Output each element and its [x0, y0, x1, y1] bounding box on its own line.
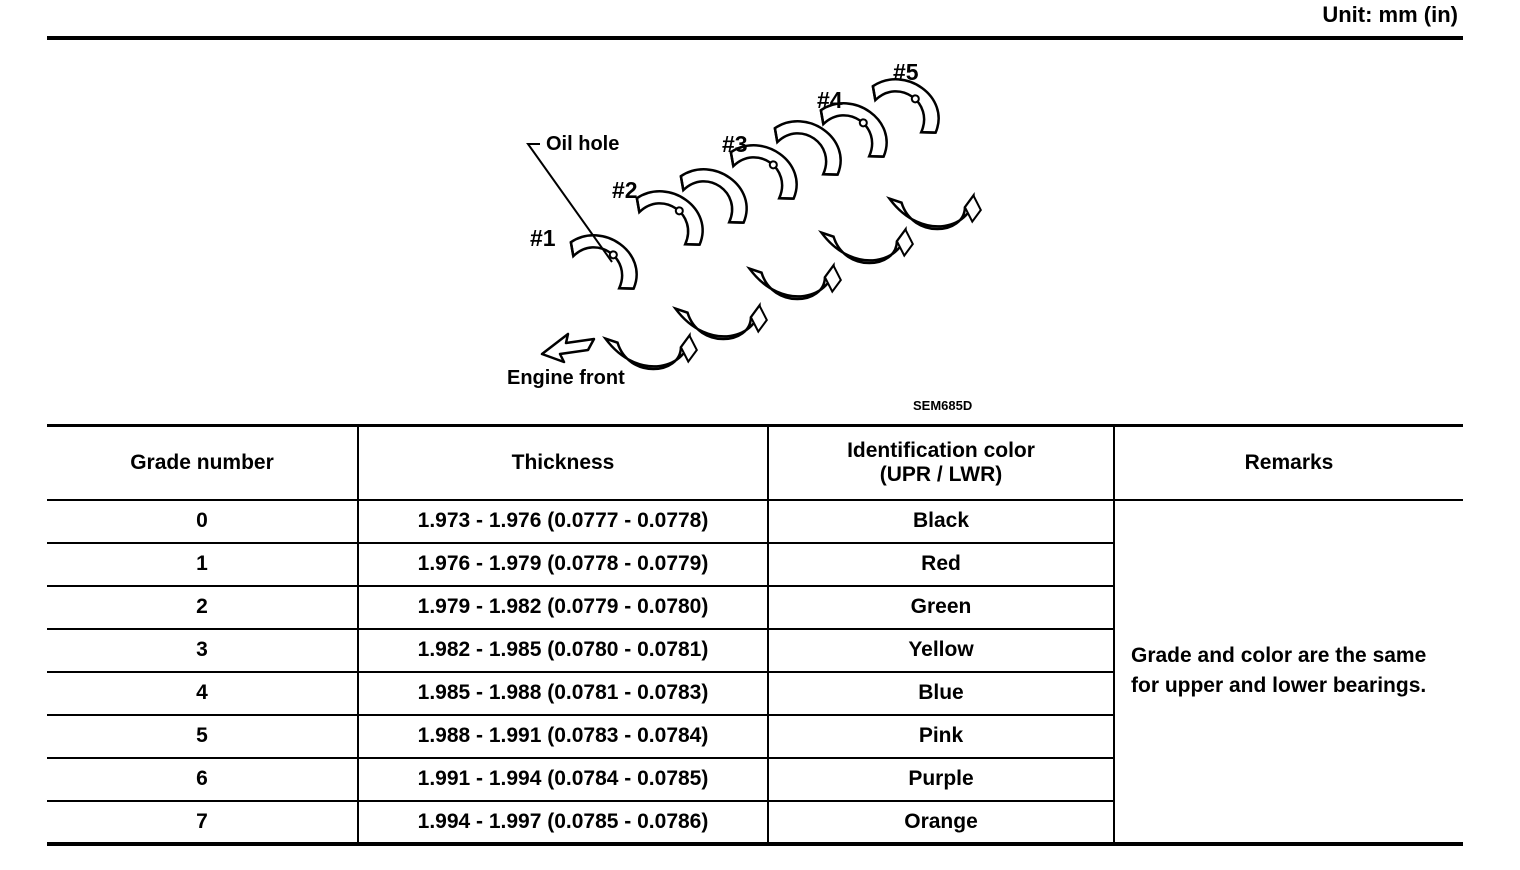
upper-bearing-1	[565, 220, 650, 295]
color-cell: Pink	[768, 715, 1114, 758]
grade-cell: 7	[47, 801, 358, 844]
upper-bearing-2	[631, 176, 716, 251]
bearing-diagram	[490, 50, 1010, 420]
thickness-cell: 1.991 - 1.994 (0.0784 - 0.0785)	[358, 758, 768, 801]
bearing-number-5: #5	[893, 59, 919, 85]
bearing-number-1: #1	[530, 225, 556, 251]
grade-cell: 5	[47, 715, 358, 758]
thickness-cell: 1.982 - 1.985 (0.0780 - 0.0781)	[358, 629, 768, 672]
bearing-number-4: #4	[817, 87, 843, 113]
header-color-line2: (UPR / LWR)	[879, 462, 1003, 486]
figure-code: SEM685D	[913, 398, 973, 413]
thickness-cell: 1.973 - 1.976 (0.0777 - 0.0778)	[358, 500, 768, 543]
color-cell: Red	[768, 543, 1114, 586]
grade-cell: 6	[47, 758, 358, 801]
thickness-cell: 1.985 - 1.988 (0.0781 - 0.0783)	[358, 672, 768, 715]
remarks-cell	[1114, 500, 1463, 844]
color-cell: Yellow	[768, 629, 1114, 672]
header-thickness: Thickness	[358, 426, 768, 500]
remarks-line1: Grade and color are the same	[1131, 644, 1427, 667]
header-color-line1: Identification color	[847, 438, 1035, 462]
color-cell: Black	[768, 500, 1114, 543]
grade-cell: 4	[47, 672, 358, 715]
grade-cell: 1	[47, 543, 358, 586]
color-cell: Blue	[768, 672, 1114, 715]
color-cell: Purple	[768, 758, 1114, 801]
grade-cell: 3	[47, 629, 358, 672]
table-header-row	[47, 426, 1463, 500]
bearing-number-3: #3	[722, 131, 748, 157]
thickness-cell: 1.979 - 1.982 (0.0779 - 0.0780)	[358, 586, 768, 629]
lower-bearing-3	[749, 241, 843, 316]
thickness-cell: 1.994 - 1.997 (0.0785 - 0.0786)	[358, 801, 768, 844]
engine-front-label: Engine front	[507, 367, 625, 389]
header-color	[768, 426, 1114, 500]
bearing-grade-table	[47, 424, 1463, 846]
header-grade: Grade number	[47, 426, 358, 500]
top-rule	[47, 36, 1463, 40]
remarks-line2: for upper and lower bearings.	[1131, 674, 1427, 697]
grade-cell: 2	[47, 586, 358, 629]
color-cell: Orange	[768, 801, 1114, 844]
grade-cell: 0	[47, 500, 358, 543]
thickness-cell: 1.976 - 1.979 (0.0778 - 0.0779)	[358, 543, 768, 586]
thickness-cell: 1.988 - 1.991 (0.0783 - 0.0784)	[358, 715, 768, 758]
table-row	[47, 500, 1463, 543]
header-remarks: Remarks	[1114, 426, 1463, 500]
unit-label: Unit: mm (in)	[1322, 2, 1458, 27]
oil-hole-label: Oil hole	[546, 133, 620, 155]
color-cell: Green	[768, 586, 1114, 629]
bearing-number-2: #2	[612, 177, 638, 203]
